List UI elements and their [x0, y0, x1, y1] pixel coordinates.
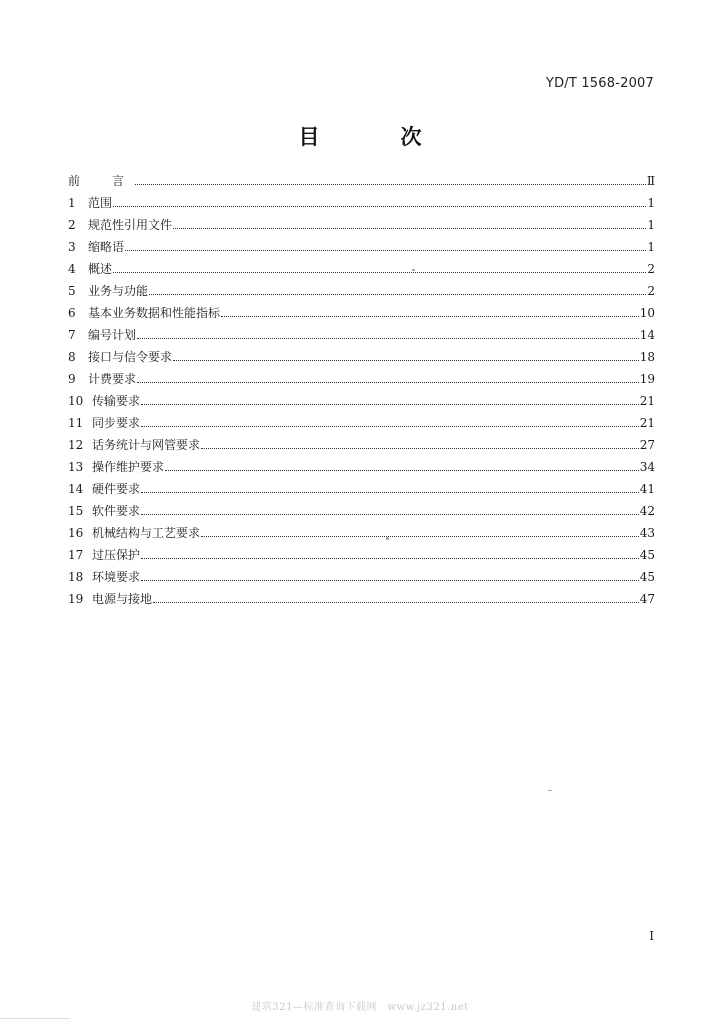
- toc-entry[interactable]: [68, 236, 655, 258]
- toc-entry-page: 1: [647, 218, 655, 232]
- toc-entry-number: 16: [68, 526, 84, 540]
- toc-entry-number: 13: [68, 460, 84, 474]
- standard-code: YD/T 1568-2007: [545, 76, 654, 91]
- toc-entry[interactable]: [68, 368, 655, 390]
- toc-dot-leader: [113, 272, 646, 273]
- toc-entry-page: 1: [647, 196, 655, 210]
- toc-dot-leader: [201, 536, 639, 537]
- toc-entry-number: 5: [68, 284, 76, 298]
- toc-dot-leader: [137, 338, 639, 339]
- toc-entry-label: 机械结构与工艺要求: [92, 526, 201, 540]
- toc-entry-label: 计费要求: [88, 372, 137, 386]
- toc-entry-page: 42: [639, 504, 655, 518]
- toc-entry[interactable]: [68, 346, 655, 368]
- toc-dot-leader: [141, 580, 639, 581]
- table-of-contents: [68, 170, 655, 610]
- toc-entry[interactable]: [68, 280, 655, 302]
- toc-dot-leader: [125, 250, 646, 251]
- toc-entry-number: 10: [68, 394, 84, 408]
- toc-entry[interactable]: [68, 522, 655, 544]
- toc-entry-label: 缩略语: [88, 240, 125, 254]
- toc-entry-label: 规范性引用文件: [88, 218, 173, 232]
- toc-dot-leader: [135, 184, 646, 185]
- toc-entry[interactable]: [68, 544, 655, 566]
- toc-entry[interactable]: [68, 170, 655, 192]
- toc-entry[interactable]: [68, 500, 655, 522]
- toc-entry-page: Ⅱ: [646, 174, 655, 188]
- toc-entry-label: 电源与接地: [92, 592, 153, 606]
- page-number: I: [649, 929, 654, 943]
- toc-entry[interactable]: [68, 412, 655, 434]
- toc-entry[interactable]: [68, 566, 655, 588]
- toc-entry-page: 14: [639, 328, 655, 342]
- toc-entry-number: 8: [68, 350, 76, 364]
- toc-entry-label: 软件要求: [92, 504, 141, 518]
- toc-entry-label: 同步要求: [92, 416, 141, 430]
- toc-dot-leader: [141, 426, 639, 427]
- toc-dot-leader: [165, 470, 639, 471]
- scan-speck: [412, 269, 415, 271]
- toc-entry-label: 范围: [88, 196, 113, 210]
- toc-entry-number: 17: [68, 548, 84, 562]
- toc-entry-label: 话务统计与网管要求: [92, 438, 201, 452]
- toc-entry-number: 9: [68, 372, 76, 386]
- toc-entry-number: 1: [68, 196, 76, 210]
- toc-entry-number: 3: [68, 240, 76, 254]
- page-title: 目 次: [298, 125, 452, 149]
- toc-entry[interactable]: [68, 214, 655, 236]
- toc-entry-page: 45: [639, 548, 655, 562]
- toc-entry-page: 2: [647, 262, 655, 276]
- toc-entry-label: 环境要求: [92, 570, 141, 584]
- toc-entry[interactable]: [68, 258, 655, 280]
- toc-entry-label: 硬件要求: [92, 482, 141, 496]
- toc-entry-number: 6: [68, 306, 76, 320]
- toc-entry-label: 业务与功能: [88, 284, 149, 298]
- toc-entry-number: 11: [68, 416, 84, 430]
- toc-entry-page: 45: [639, 570, 655, 584]
- toc-entry-page: 10: [639, 306, 655, 320]
- watermark: 建筑321—标准查询下载网 www.jz321.net: [251, 1002, 469, 1013]
- toc-entry-number: 2: [68, 218, 76, 232]
- toc-dot-leader: [173, 360, 639, 361]
- toc-entry-page: 47: [639, 592, 655, 606]
- toc-entry-page: 19: [639, 372, 655, 386]
- toc-entry[interactable]: [68, 588, 655, 610]
- toc-dot-leader: [137, 382, 639, 383]
- toc-entry[interactable]: [68, 302, 655, 324]
- toc-entry-page: 18: [639, 350, 655, 364]
- toc-entry-number: 19: [68, 592, 84, 606]
- toc-entry-page: 43: [639, 526, 655, 540]
- toc-entry-number: 7: [68, 328, 76, 342]
- toc-dot-leader: [113, 206, 646, 207]
- scan-speck: [386, 537, 389, 540]
- toc-entry-label: 概述: [88, 262, 113, 276]
- toc-dot-leader: [141, 514, 639, 515]
- toc-entry-label: 前 言: [68, 174, 135, 188]
- toc-entry-number: 12: [68, 438, 84, 452]
- toc-entry-number: 15: [68, 504, 84, 518]
- toc-dot-leader: [201, 448, 639, 449]
- toc-entry-number: 18: [68, 570, 84, 584]
- toc-dot-leader: [173, 228, 646, 229]
- toc-entry[interactable]: [68, 324, 655, 346]
- toc-entry-label: 传输要求: [92, 394, 141, 408]
- toc-entry[interactable]: [68, 390, 655, 412]
- scan-edge-line: [0, 1018, 70, 1019]
- toc-entry-label: 过压保护: [92, 548, 141, 562]
- toc-entry-page: 2: [647, 284, 655, 298]
- toc-entry-page: 41: [639, 482, 655, 496]
- toc-entry-label: 编号计划: [88, 328, 137, 342]
- toc-entry[interactable]: [68, 478, 655, 500]
- toc-dot-leader: [141, 492, 639, 493]
- toc-entry-number: 14: [68, 482, 84, 496]
- toc-entry-page: 34: [639, 460, 655, 474]
- toc-entry[interactable]: [68, 192, 655, 214]
- toc-dot-leader: [149, 294, 646, 295]
- toc-dot-leader: [153, 602, 639, 603]
- toc-entry-page: 21: [639, 416, 655, 430]
- toc-entry[interactable]: [68, 456, 655, 478]
- toc-entry-label: 基本业务数据和性能指标: [88, 306, 221, 320]
- toc-dot-leader: [141, 558, 639, 559]
- toc-entry-page: 27: [639, 438, 655, 452]
- toc-entry-number: 4: [68, 262, 76, 276]
- toc-entry-page: 21: [639, 394, 655, 408]
- toc-entry[interactable]: [68, 434, 655, 456]
- toc-dot-leader: [141, 404, 639, 405]
- scan-speck: [548, 790, 552, 791]
- toc-entry-label: 操作维护要求: [92, 460, 165, 474]
- toc-entry-page: 1: [647, 240, 655, 254]
- toc-dot-leader: [221, 316, 639, 317]
- toc-entry-label: 接口与信令要求: [88, 350, 173, 364]
